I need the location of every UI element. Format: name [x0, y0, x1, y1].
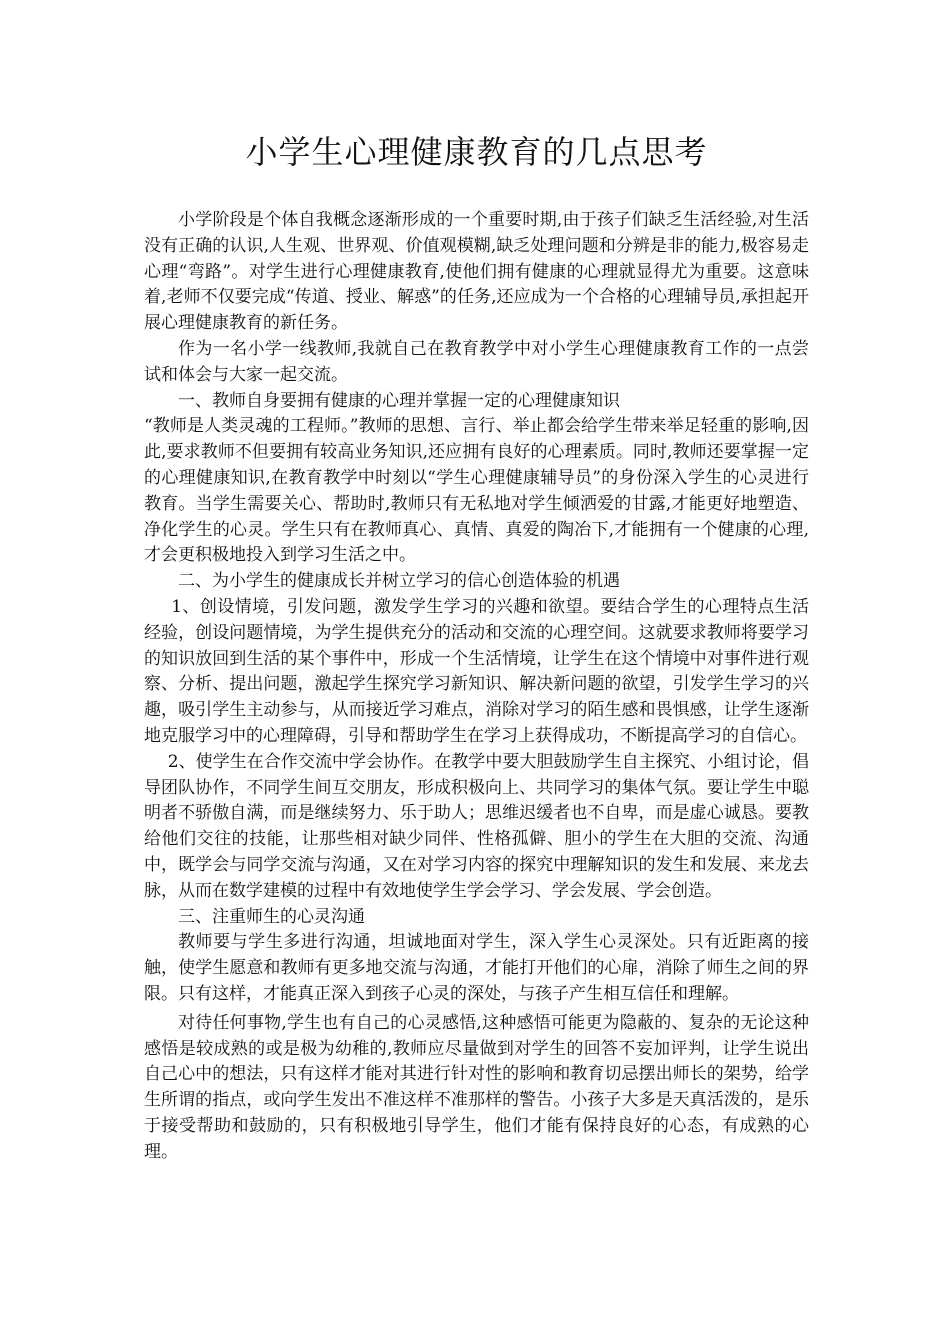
section-heading-1: 一、教师自身要拥有健康的心理并掌握一定的心理健康知识: [178, 390, 620, 411]
paragraph-point-2: 2、使学生在合作交流中学会协作。在教学中要大胆鼓励学生自主探究、小组讨论，倡导团队协作，不同学生间互交朋友，形成积极向上、共同学习的集体气氛。要让学生中聪明者不骄傲自满，而是继续努力、乐于助人；思维迟缓者也不自卑，而是虚心诚恳。要教给他们交往的技能，让那些相对缺少同伴、性格孤僻、胆小的学生在大胆的交流、沟通中，既学会与同学交流与沟通，又在对学习内容的探究中理解知识的发生和发展、来龙去脉，从而在数学建模的过程中有效地使学生学会学习、学会发展、学会创造。: [144, 751, 809, 901]
paragraph-point-1: 1、创设情境，引发问题，激发学生学习的兴趣和欲望。要结合学生的心理特点生活经验，创设问题情境，为学生提供充分的活动和交流的心理空间。这就要求教师将要学习的知识放回到生活的某个事件中，形成一个生活情境，让学生在这个情境中对事件进行观察、分析、提出问题，激起学生探究学习新知识、解决新问题的欲望，引发学生学习的兴趣，吸引学生主动参与，从而接近学习难点，消除对学习的陌生感和畏惧感，让学生逐渐地克服学习中的心理障碍，引导和帮助学生在学习上获得成功，不断提高学习的自信心。: [144, 596, 809, 746]
paragraph-section-3-b: 对待任何事物,学生也有自己的心灵感悟,这种感悟可能更为隐蔽的、复杂的无论这种感悟是较成熟的或是极为幼稚的,教师应尽量做到对学生的回答不妄加评判，让学生说出自己心中的想法，只有这样才能对其进行针对性的影响和教育切忌摆出师长的架势，给学生所谓的指点，或向学生发出不准这样不准那样的警告。小孩子大多是天真活泼的，是乐于接受帮助和鼓励的，只有积极地引导学生，他们才能有保持良好的心态，有成熟的心理。: [144, 1012, 809, 1162]
document-page: [144, 130, 809, 1165]
paragraph-intro: 小学阶段是个体自我概念逐渐形成的一个重要时期,由于孩子们缺乏生活经验,对生活没有正确的认识,人生观、世界观、价值观模糊,缺乏处理问题和分辨是非的能力,极容易走心理“弯路”。对学生进行心理健康教育,使他们拥有健康的心理就显得尤为重要。这意味着,老师不仅要完成“传道、授业、解惑”的任务,还应成为一个合格的心理辅导员,承担起开展心理健康教育的新任务。: [144, 210, 809, 334]
paragraph-author-intro: 作为一名小学一线教师,我就自己在教育教学中对小学生心理健康教育工作的一点尝试和体会与大家一起交流。: [144, 338, 809, 385]
section-heading-2: 二、为小学生的健康成长并树立学习的信心创造体验的机遇: [178, 571, 620, 592]
document-title: 小学生心理健康教育的几点思考: [245, 133, 708, 171]
section-heading-3: 三、注重师生的心灵沟通: [178, 906, 365, 927]
document-body: [144, 208, 809, 1165]
paragraph-section-1: “教师是人类灵魂的工程师。”教师的思想、言行、举止都会给学生带来举足轻重的影响,因此,要求教师不但要拥有较高业务知识,还应拥有良好的心理素质。同时,教师还要掌握一定的心理健康知识,在教育教学中时刻以“学生心理健康辅导员”的身份深入学生的心灵进行教育。当学生需要关心、帮助时,教师只有无私地对学生倾洒爱的甘露,才能更好地塑造、净化学生的心灵。学生只有在教师真心、真情、真爱的陶冶下,才能拥有一个健康的心理,才会更积极地投入到学习生活之中。: [144, 416, 809, 566]
paragraph-section-3-a: 教师要与学生多进行沟通，坦诚地面对学生，深入学生心灵深处。只有近距离的接触，使学生愿意和教师有更多地交流与沟通，才能打开他们的心扉，消除了师生之间的界限。只有这样，才能真正深入到孩子心灵的深处，与孩子产生相互信任和理解。: [144, 932, 809, 1004]
